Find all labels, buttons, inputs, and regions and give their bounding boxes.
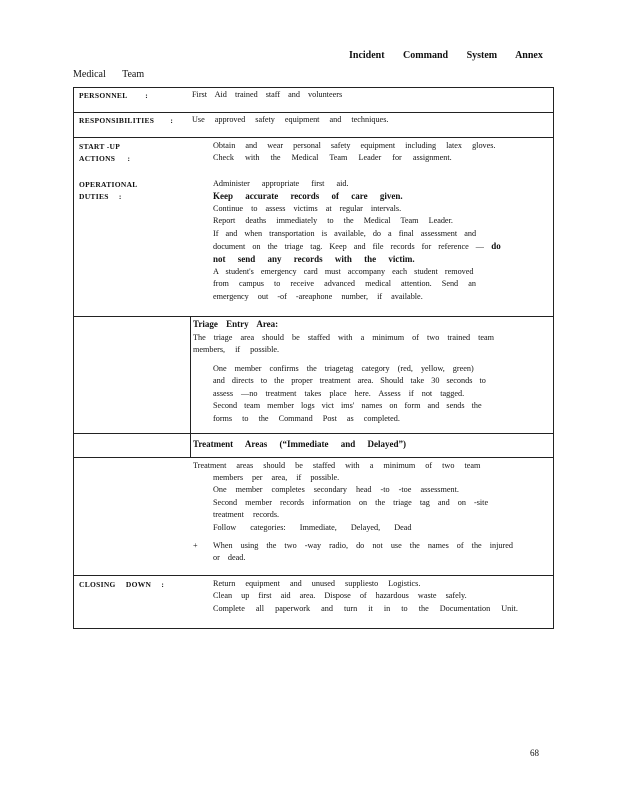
radio-note xyxy=(213,540,543,565)
list-item: Follow categories: Immediate, Delayed, Dead xyxy=(213,522,412,532)
list-item: Obtain and wear personal safety equipment including latex gloves. xyxy=(213,141,496,150)
row-divider xyxy=(73,575,554,576)
document-title: Incident Command System Annex xyxy=(349,50,543,61)
list-item: Administer appropriate first aid. xyxy=(213,179,349,188)
list-item: and directs to the proper treatment area. Should take 30 seconds to xyxy=(213,376,486,386)
personnel-text: First Aid trained staff and volunteers xyxy=(192,90,343,99)
startup-label xyxy=(79,141,130,165)
treatment-heading: Treatment Areas (“Immediate and Delayed”) xyxy=(193,439,406,449)
list-item-emphasis: do xyxy=(483,241,501,252)
triage-details xyxy=(213,363,543,425)
list-item: Second member records information on the triage tag and on -site xyxy=(213,497,489,507)
triage-intro xyxy=(193,332,538,357)
list-item: Return equipment and unused suppliesto Logistics. xyxy=(213,579,421,588)
startup-actions-list xyxy=(213,140,543,165)
list-item: When using the two -way radio, do not use the names of the injured xyxy=(213,541,513,550)
row-divider xyxy=(73,457,554,458)
row-divider xyxy=(73,316,554,317)
list-item: One member completes secondary head -to -toe assessment. xyxy=(213,485,459,495)
list-item-emphasis: not send any records with the victim. xyxy=(213,254,415,265)
list-item: One member confirms the triagetag category (red, yellow, green) xyxy=(213,364,474,373)
operational-label xyxy=(79,179,138,203)
column-divider xyxy=(190,316,191,457)
list-item: or dead. xyxy=(213,553,246,563)
list-item xyxy=(213,240,548,253)
list-item-emphasis: Keep accurate records of care given. xyxy=(213,191,403,202)
personnel-label: PERSONNEL : xyxy=(79,91,149,100)
list-item: Continue to assess victims at regular intervals. xyxy=(213,203,402,213)
list-item: emergency out -of -areaphone number, if available. xyxy=(213,291,423,301)
list-item-text: document on the triage tag. Keep and file records for reference — xyxy=(213,242,484,252)
closing-label: CLOSING DOWN : xyxy=(79,580,165,589)
operational-duties-list xyxy=(213,178,548,303)
startup-label-line: START -UP xyxy=(79,142,121,151)
bullet-marker: + xyxy=(193,541,198,550)
closing-list xyxy=(213,578,543,615)
list-item: members per area, if possible. xyxy=(213,473,340,482)
section-subtitle: Medical Team xyxy=(73,69,145,80)
row-divider xyxy=(73,137,554,138)
list-item: forms to the Command Post as completed. xyxy=(213,413,400,423)
responsibilities-text: Use approved safety equipment and techniques. xyxy=(192,115,389,124)
treatment-intro: Treatment areas should be staffed with a minimum of two team xyxy=(193,461,481,470)
startup-label-line: ACTIONS : xyxy=(79,154,131,163)
list-item: Clean up first aid area. Dispose of hazardous waste safely. xyxy=(213,591,467,601)
responsibilities-label: RESPONSIBILITIES : xyxy=(79,116,174,125)
list-item: Second team member logs vict ims' names on form and sends the xyxy=(213,401,482,411)
page-number: 68 xyxy=(530,748,539,758)
triage-heading: Triage Entry Area: xyxy=(193,319,279,329)
treatment-list xyxy=(213,472,543,534)
operational-label-line: DUTIES : xyxy=(79,192,122,201)
list-item: members, if possible. xyxy=(193,345,280,355)
list-item: from campus to receive advanced medical attention. Send an xyxy=(213,279,476,289)
operational-label-line: OPERATIONAL xyxy=(79,180,138,189)
list-item: The triage area should be staffed with a minimum of two trained team xyxy=(193,333,495,342)
row-divider xyxy=(73,112,554,113)
list-item: A student's emergency card must accompany each student removed xyxy=(213,266,474,276)
list-item: Report deaths immediately to the Medical Team Leader. xyxy=(213,216,453,226)
list-item: Complete all paperwork and turn it in to the Documentation Unit. xyxy=(213,603,518,613)
list-item: Check with the Medical Team Leader for assignment. xyxy=(213,153,452,163)
list-item: assess —no treatment takes place here. Assess if not tagged. xyxy=(213,388,465,398)
list-item: treatment records. xyxy=(213,510,280,520)
list-item: If and when transportation is available, do a final assessment and xyxy=(213,228,477,238)
row-divider xyxy=(73,433,554,434)
